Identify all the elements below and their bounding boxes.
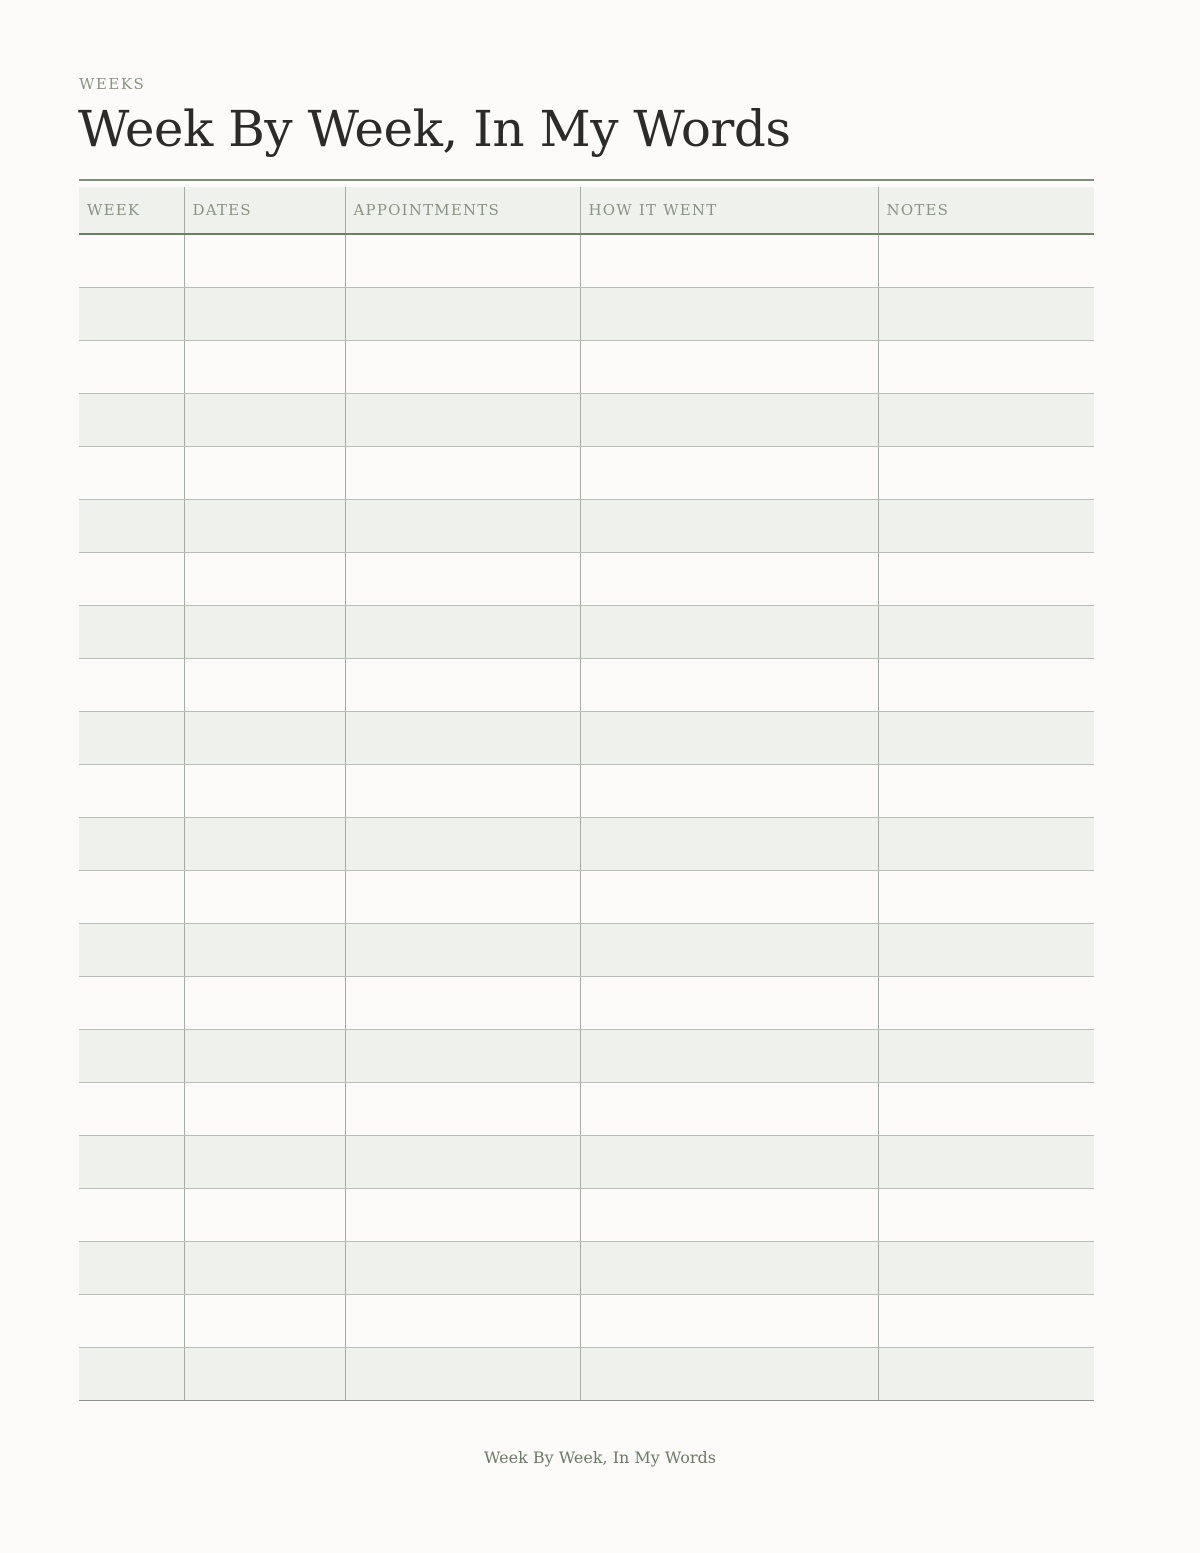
cell-notes[interactable] <box>878 977 1094 1030</box>
cell-dates[interactable] <box>184 606 345 659</box>
cell-notes[interactable] <box>878 1030 1094 1083</box>
table-row <box>79 924 1094 977</box>
cell-notes[interactable] <box>878 1242 1094 1295</box>
cell-notes[interactable] <box>878 1083 1094 1136</box>
cell-appointments[interactable] <box>345 1030 580 1083</box>
cell-dates[interactable] <box>184 1295 345 1348</box>
cell-week[interactable] <box>79 288 184 341</box>
cell-appointments[interactable] <box>345 1295 580 1348</box>
cell-notes[interactable] <box>878 234 1094 288</box>
cell-dates[interactable] <box>184 553 345 606</box>
cell-week[interactable] <box>79 394 184 447</box>
cell-appointments[interactable] <box>345 1136 580 1189</box>
cell-how-it-went[interactable] <box>580 1030 878 1083</box>
cell-dates[interactable] <box>184 341 345 394</box>
cell-notes[interactable] <box>878 341 1094 394</box>
cell-dates[interactable] <box>184 234 345 288</box>
cell-notes[interactable] <box>878 553 1094 606</box>
cell-appointments[interactable] <box>345 447 580 500</box>
cell-week[interactable] <box>79 553 184 606</box>
cell-appointments[interactable] <box>345 394 580 447</box>
cell-dates[interactable] <box>184 977 345 1030</box>
cell-week[interactable] <box>79 1242 184 1295</box>
cell-appointments[interactable] <box>345 1242 580 1295</box>
table-row <box>79 659 1094 712</box>
cell-week[interactable] <box>79 1295 184 1348</box>
cell-week[interactable] <box>79 1348 184 1401</box>
cell-how-it-went[interactable] <box>580 1083 878 1136</box>
cell-appointments[interactable] <box>345 659 580 712</box>
cell-dates[interactable] <box>184 500 345 553</box>
cell-notes[interactable] <box>878 924 1094 977</box>
cell-week[interactable] <box>79 1136 184 1189</box>
cell-dates[interactable] <box>184 1030 345 1083</box>
table-row <box>79 341 1094 394</box>
table-row <box>79 1348 1094 1401</box>
cell-notes[interactable] <box>878 659 1094 712</box>
table-row <box>79 1295 1094 1348</box>
cell-week[interactable] <box>79 871 184 924</box>
column-header-notes: NOTES <box>878 187 1094 234</box>
table-row <box>79 394 1094 447</box>
table-row <box>79 1030 1094 1083</box>
table-row <box>79 288 1094 341</box>
cell-how-it-went[interactable] <box>580 659 878 712</box>
cell-dates[interactable] <box>184 394 345 447</box>
cell-how-it-went[interactable] <box>580 288 878 341</box>
table-row <box>79 977 1094 1030</box>
cell-week[interactable] <box>79 818 184 871</box>
cell-how-it-went[interactable] <box>580 394 878 447</box>
cell-how-it-went[interactable] <box>580 1242 878 1295</box>
table-row <box>79 447 1094 500</box>
cell-dates[interactable] <box>184 924 345 977</box>
cell-notes[interactable] <box>878 500 1094 553</box>
cell-dates[interactable] <box>184 288 345 341</box>
table-row <box>79 606 1094 659</box>
cell-dates[interactable] <box>184 1348 345 1401</box>
cell-appointments[interactable] <box>345 234 580 288</box>
cell-week[interactable] <box>79 341 184 394</box>
cell-appointments[interactable] <box>345 712 580 765</box>
cell-dates[interactable] <box>184 447 345 500</box>
cell-how-it-went[interactable] <box>580 871 878 924</box>
cell-notes[interactable] <box>878 394 1094 447</box>
cell-appointments[interactable] <box>345 924 580 977</box>
cell-appointments[interactable] <box>345 818 580 871</box>
table-body <box>79 234 1094 1401</box>
table-row <box>79 765 1094 818</box>
cell-notes[interactable] <box>878 818 1094 871</box>
table-header-row <box>79 187 1094 234</box>
cell-notes[interactable] <box>878 1348 1094 1401</box>
page-title: Week By Week, In My Words <box>78 100 791 158</box>
weeks-table <box>79 187 1094 1401</box>
table-row <box>79 1189 1094 1242</box>
cell-week[interactable] <box>79 606 184 659</box>
table-row <box>79 818 1094 871</box>
cell-how-it-went[interactable] <box>580 712 878 765</box>
cell-week[interactable] <box>79 765 184 818</box>
cell-week[interactable] <box>79 234 184 288</box>
table-row <box>79 1136 1094 1189</box>
table-row <box>79 1083 1094 1136</box>
cell-week[interactable] <box>79 924 184 977</box>
column-header-week: WEEK <box>79 187 184 234</box>
cell-how-it-went[interactable] <box>580 606 878 659</box>
cell-appointments[interactable] <box>345 606 580 659</box>
cell-appointments[interactable] <box>345 500 580 553</box>
column-header-dates: DATES <box>184 187 345 234</box>
cell-how-it-went[interactable] <box>580 818 878 871</box>
cell-appointments[interactable] <box>345 1189 580 1242</box>
cell-appointments[interactable] <box>345 1083 580 1136</box>
cell-appointments[interactable] <box>345 1348 580 1401</box>
table-row <box>79 500 1094 553</box>
cell-week[interactable] <box>79 1030 184 1083</box>
cell-week[interactable] <box>79 659 184 712</box>
cell-appointments[interactable] <box>345 765 580 818</box>
cell-how-it-went[interactable] <box>580 553 878 606</box>
cell-dates[interactable] <box>184 871 345 924</box>
cell-how-it-went[interactable] <box>580 1136 878 1189</box>
cell-how-it-went[interactable] <box>580 447 878 500</box>
cell-week[interactable] <box>79 712 184 765</box>
page-footer: Week By Week, In My Words <box>484 1448 716 1467</box>
cell-notes[interactable] <box>878 447 1094 500</box>
cell-week[interactable] <box>79 447 184 500</box>
cell-dates[interactable] <box>184 659 345 712</box>
column-header-how-it-went: HOW IT WENT <box>580 187 878 234</box>
cell-notes[interactable] <box>878 871 1094 924</box>
cell-dates[interactable] <box>184 1083 345 1136</box>
cell-notes[interactable] <box>878 288 1094 341</box>
cell-how-it-went[interactable] <box>580 500 878 553</box>
cell-dates[interactable] <box>184 1242 345 1295</box>
cell-appointments[interactable] <box>345 341 580 394</box>
cell-week[interactable] <box>79 500 184 553</box>
table-row <box>79 234 1094 288</box>
cell-how-it-went[interactable] <box>580 765 878 818</box>
cell-dates[interactable] <box>184 818 345 871</box>
cell-how-it-went[interactable] <box>580 234 878 288</box>
section-eyebrow: WEEKS <box>79 75 146 93</box>
cell-how-it-went[interactable] <box>580 341 878 394</box>
cell-dates[interactable] <box>184 1189 345 1242</box>
cell-dates[interactable] <box>184 712 345 765</box>
cell-notes[interactable] <box>878 1189 1094 1242</box>
cell-week[interactable] <box>79 1083 184 1136</box>
cell-dates[interactable] <box>184 765 345 818</box>
cell-how-it-went[interactable] <box>580 1189 878 1242</box>
cell-notes[interactable] <box>878 712 1094 765</box>
cell-how-it-went[interactable] <box>580 977 878 1030</box>
cell-week[interactable] <box>79 977 184 1030</box>
cell-dates[interactable] <box>184 1136 345 1189</box>
cell-notes[interactable] <box>878 1295 1094 1348</box>
cell-notes[interactable] <box>878 1136 1094 1189</box>
cell-how-it-went[interactable] <box>580 1348 878 1401</box>
table-row <box>79 1242 1094 1295</box>
column-header-appointments: APPOINTMENTS <box>345 187 580 234</box>
cell-notes[interactable] <box>878 606 1094 659</box>
cell-week[interactable] <box>79 1189 184 1242</box>
cell-appointments[interactable] <box>345 553 580 606</box>
cell-how-it-went[interactable] <box>580 1295 878 1348</box>
cell-appointments[interactable] <box>345 871 580 924</box>
table-row <box>79 553 1094 606</box>
table-row <box>79 712 1094 765</box>
cell-notes[interactable] <box>878 765 1094 818</box>
cell-appointments[interactable] <box>345 288 580 341</box>
cell-appointments[interactable] <box>345 977 580 1030</box>
table-row <box>79 871 1094 924</box>
cell-how-it-went[interactable] <box>580 924 878 977</box>
title-divider <box>79 179 1094 181</box>
